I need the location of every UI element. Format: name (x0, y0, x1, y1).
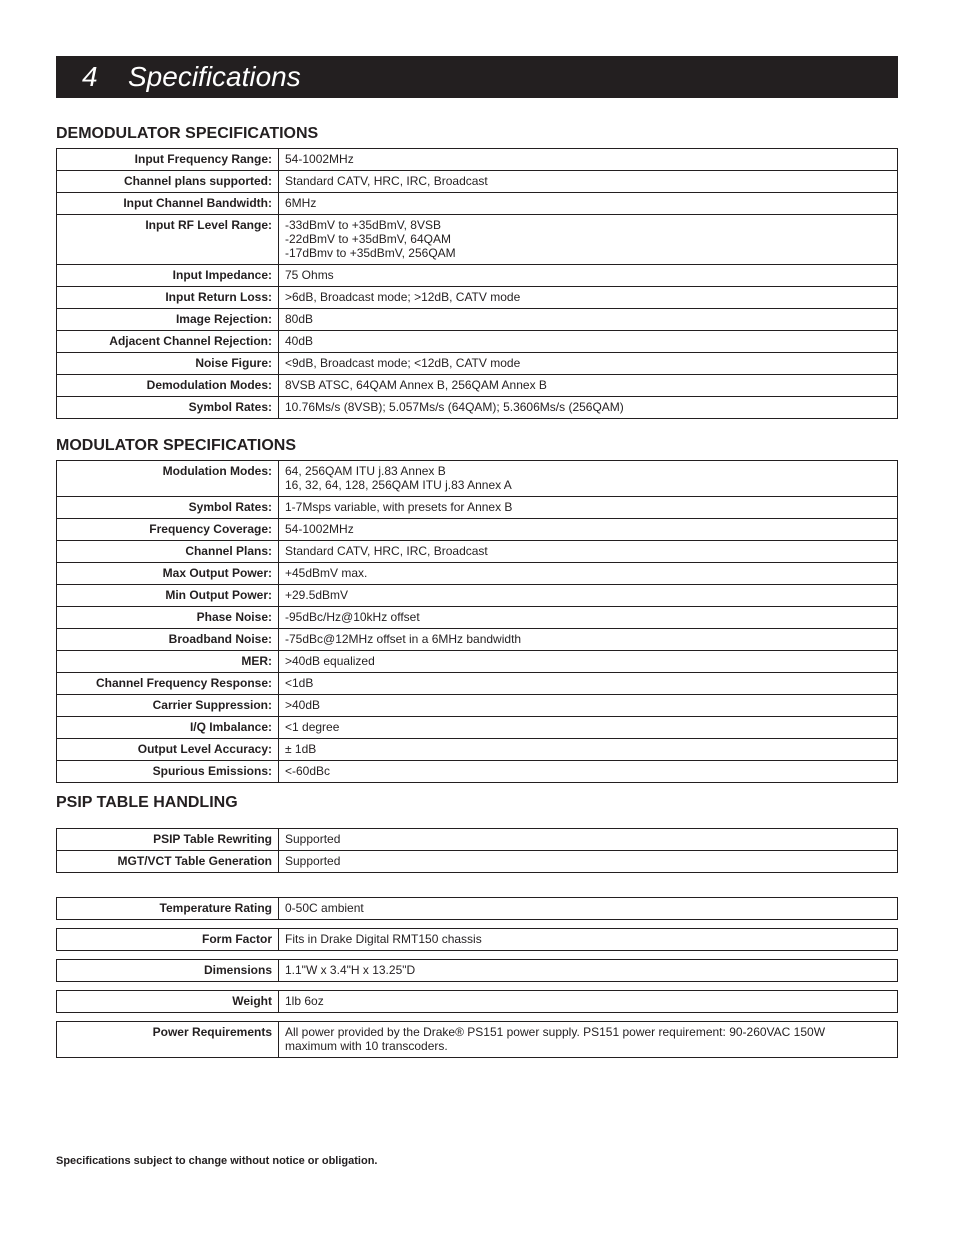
spec-value-line: 1-7Msps variable, with presets for Annex B (285, 500, 513, 514)
spec-value-line: <9dB, Broadcast mode; <12dB, CATV mode (285, 356, 521, 370)
spec-row (57, 929, 898, 951)
spec-row (57, 651, 898, 673)
spec-row (57, 519, 898, 541)
spec-row (57, 898, 898, 920)
demodulator-spec-table (56, 148, 898, 419)
spec-label: MGT/VCT Table Generation (57, 851, 279, 873)
spec-label: Input Frequency Range: (57, 149, 279, 171)
spec-value-line: 54-1002MHz (285, 152, 354, 166)
spec-label: Image Rejection: (57, 309, 279, 331)
spec-value (279, 353, 898, 375)
spec-value (279, 991, 898, 1013)
spec-value-line: >40dB equalized (285, 654, 375, 668)
spec-label: Modulation Modes: (57, 461, 279, 497)
power-spec-table (56, 1021, 898, 1058)
spec-label: Channel Frequency Response: (57, 673, 279, 695)
spec-label: Symbol Rates: (57, 497, 279, 519)
spec-label: Channel plans supported: (57, 171, 279, 193)
spec-row (57, 497, 898, 519)
spec-value (279, 397, 898, 419)
spec-value (279, 375, 898, 397)
spec-value (279, 695, 898, 717)
spec-value-line: 75 Ohms (285, 268, 334, 282)
spec-value (279, 497, 898, 519)
weight-spec-table (56, 990, 898, 1013)
spec-value (279, 739, 898, 761)
chapter-title: Specifications (128, 61, 301, 92)
demodulator-heading: DEMODULATOR SPECIFICATIONS (56, 125, 319, 142)
spec-value-line: -75dBc@12MHz offset in a 6MHz bandwidth (285, 632, 522, 646)
spec-value (279, 563, 898, 585)
spec-label: Symbol Rates: (57, 397, 279, 419)
spec-row (57, 193, 898, 215)
spec-row (57, 397, 898, 419)
spec-row (57, 829, 898, 851)
spec-value (279, 651, 898, 673)
footnote: Specifications subject to change without notice or obligation. (56, 1155, 378, 1167)
spec-value-line: <-60dBc (285, 764, 331, 778)
spec-label: Form Factor (57, 929, 279, 951)
spec-value-line: Supported (285, 854, 341, 868)
temperature-spec-table (56, 897, 898, 920)
spec-value (279, 215, 898, 265)
spec-row (57, 695, 898, 717)
spec-value (279, 607, 898, 629)
spec-label: Spurious Emissions: (57, 761, 279, 783)
spec-label: Power Requirements (57, 1022, 279, 1058)
spec-value (279, 461, 898, 497)
spec-row (57, 331, 898, 353)
spec-value-line: -33dBmV to +35dBmV, 8VSB (285, 218, 441, 232)
spec-value (279, 717, 898, 739)
spec-value (279, 898, 898, 920)
spec-row (57, 673, 898, 695)
spec-label: Input Impedance: (57, 265, 279, 287)
spec-label: Input RF Level Range: (57, 215, 279, 265)
spec-value-line: <1 degree (285, 720, 340, 734)
spec-value-line: -22dBmV to +35dBmV, 64QAM (285, 232, 451, 246)
spec-row (57, 171, 898, 193)
spec-value-line: 64, 256QAM ITU j.83 Annex B (285, 464, 446, 478)
spec-value (279, 331, 898, 353)
spec-value-line: -17dBmv to +35dBmV, 256QAM (285, 246, 456, 260)
spec-value (279, 673, 898, 695)
spec-value-line: 54-1002MHz (285, 522, 354, 536)
spec-value (279, 193, 898, 215)
spec-row (57, 541, 898, 563)
spec-value (279, 171, 898, 193)
spec-value-line: -95dBc/Hz@10kHz offset (285, 610, 420, 624)
spec-value-line: >6dB, Broadcast mode; >12dB, CATV mode (285, 290, 521, 304)
spec-value-line: 40dB (285, 334, 314, 348)
spec-value (279, 851, 898, 873)
chapter-number: 4 (82, 61, 98, 92)
spec-value (279, 585, 898, 607)
spec-label: Input Return Loss: (57, 287, 279, 309)
spec-label: Max Output Power: (57, 563, 279, 585)
spec-value (279, 629, 898, 651)
spec-value-line: >40dB (285, 698, 321, 712)
spec-value-line: 6MHz (285, 196, 317, 210)
spec-value (279, 829, 898, 851)
spec-row (57, 287, 898, 309)
spec-label: Adjacent Channel Rejection: (57, 331, 279, 353)
spec-label: Channel Plans: (57, 541, 279, 563)
spec-value-line: All power provided by the Drake® PS151 power supply. PS151 power requirement: 90-260VAC 150W (285, 1025, 826, 1039)
dimensions-spec-table (56, 959, 898, 982)
modulator-spec-table (56, 460, 898, 783)
spec-label: Phase Noise: (57, 607, 279, 629)
psip-spec-table (56, 828, 898, 873)
spec-row (57, 265, 898, 287)
spec-value (279, 541, 898, 563)
spec-row (57, 1022, 898, 1058)
spec-label: PSIP Table Rewriting (57, 829, 279, 851)
spec-value (279, 287, 898, 309)
spec-label: Temperature Rating (57, 898, 279, 920)
form-factor-spec-table (56, 928, 898, 951)
chapter-title-bar (56, 56, 898, 98)
spec-row (57, 215, 898, 265)
spec-value-line: 1lb 6oz (285, 994, 324, 1008)
spec-value (279, 149, 898, 171)
spec-row (57, 851, 898, 873)
spec-value-line: 10.76Ms/s (8VSB); 5.057Ms/s (64QAM); 5.3606Ms/s (256QAM) (285, 400, 624, 414)
spec-value-line: +29.5dBmV (285, 588, 349, 602)
spec-label: Noise Figure: (57, 353, 279, 375)
spec-value-line: maximum with 10 transcoders. (285, 1039, 448, 1053)
spec-row (57, 461, 898, 497)
spec-value-line: 80dB (285, 312, 314, 326)
spec-value-line: 0-50C ambient (285, 901, 364, 915)
spec-value-line: 1.1"W x 3.4"H x 13.25"D (285, 963, 416, 977)
spec-value (279, 265, 898, 287)
spec-label: Carrier Suppression: (57, 695, 279, 717)
spec-label: MER: (57, 651, 279, 673)
spec-label: Dimensions (57, 960, 279, 982)
spec-row (57, 717, 898, 739)
spec-row (57, 739, 898, 761)
spec-value-line: ± 1dB (285, 742, 317, 756)
spec-row (57, 375, 898, 397)
spec-value-line: +45dBmV max. (285, 566, 368, 580)
spec-row (57, 149, 898, 171)
spec-value (279, 519, 898, 541)
spec-value-line: 8VSB ATSC, 64QAM Annex B, 256QAM Annex B (285, 378, 547, 392)
spec-value (279, 761, 898, 783)
spec-value-line: Standard CATV, HRC, IRC, Broadcast (285, 544, 488, 558)
spec-value (279, 929, 898, 951)
spec-value-line: Fits in Drake Digital RMT150 chassis (285, 932, 482, 946)
spec-value-line: 16, 32, 64, 128, 256QAM ITU j.83 Annex A (285, 478, 512, 492)
spec-label: Frequency Coverage: (57, 519, 279, 541)
spec-label: Input Channel Bandwidth: (57, 193, 279, 215)
spec-value-line: <1dB (285, 676, 314, 690)
spec-row (57, 585, 898, 607)
spec-value-line: Supported (285, 832, 341, 846)
spec-value (279, 1022, 898, 1058)
spec-row (57, 353, 898, 375)
modulator-heading: MODULATOR SPECIFICATIONS (56, 437, 296, 454)
spec-label: Weight (57, 991, 279, 1013)
spec-row (57, 629, 898, 651)
psip-heading: PSIP TABLE HANDLING (56, 794, 238, 811)
spec-value-line: Standard CATV, HRC, IRC, Broadcast (285, 174, 488, 188)
spec-row (57, 991, 898, 1013)
spec-row (57, 960, 898, 982)
spec-value (279, 960, 898, 982)
spec-label: Broadband Noise: (57, 629, 279, 651)
spec-label: I/Q Imbalance: (57, 717, 279, 739)
spec-label: Min Output Power: (57, 585, 279, 607)
spec-label: Demodulation Modes: (57, 375, 279, 397)
spec-row (57, 607, 898, 629)
spec-row (57, 309, 898, 331)
spec-row (57, 563, 898, 585)
spec-value (279, 309, 898, 331)
spec-label: Output Level Accuracy: (57, 739, 279, 761)
spec-row (57, 761, 898, 783)
